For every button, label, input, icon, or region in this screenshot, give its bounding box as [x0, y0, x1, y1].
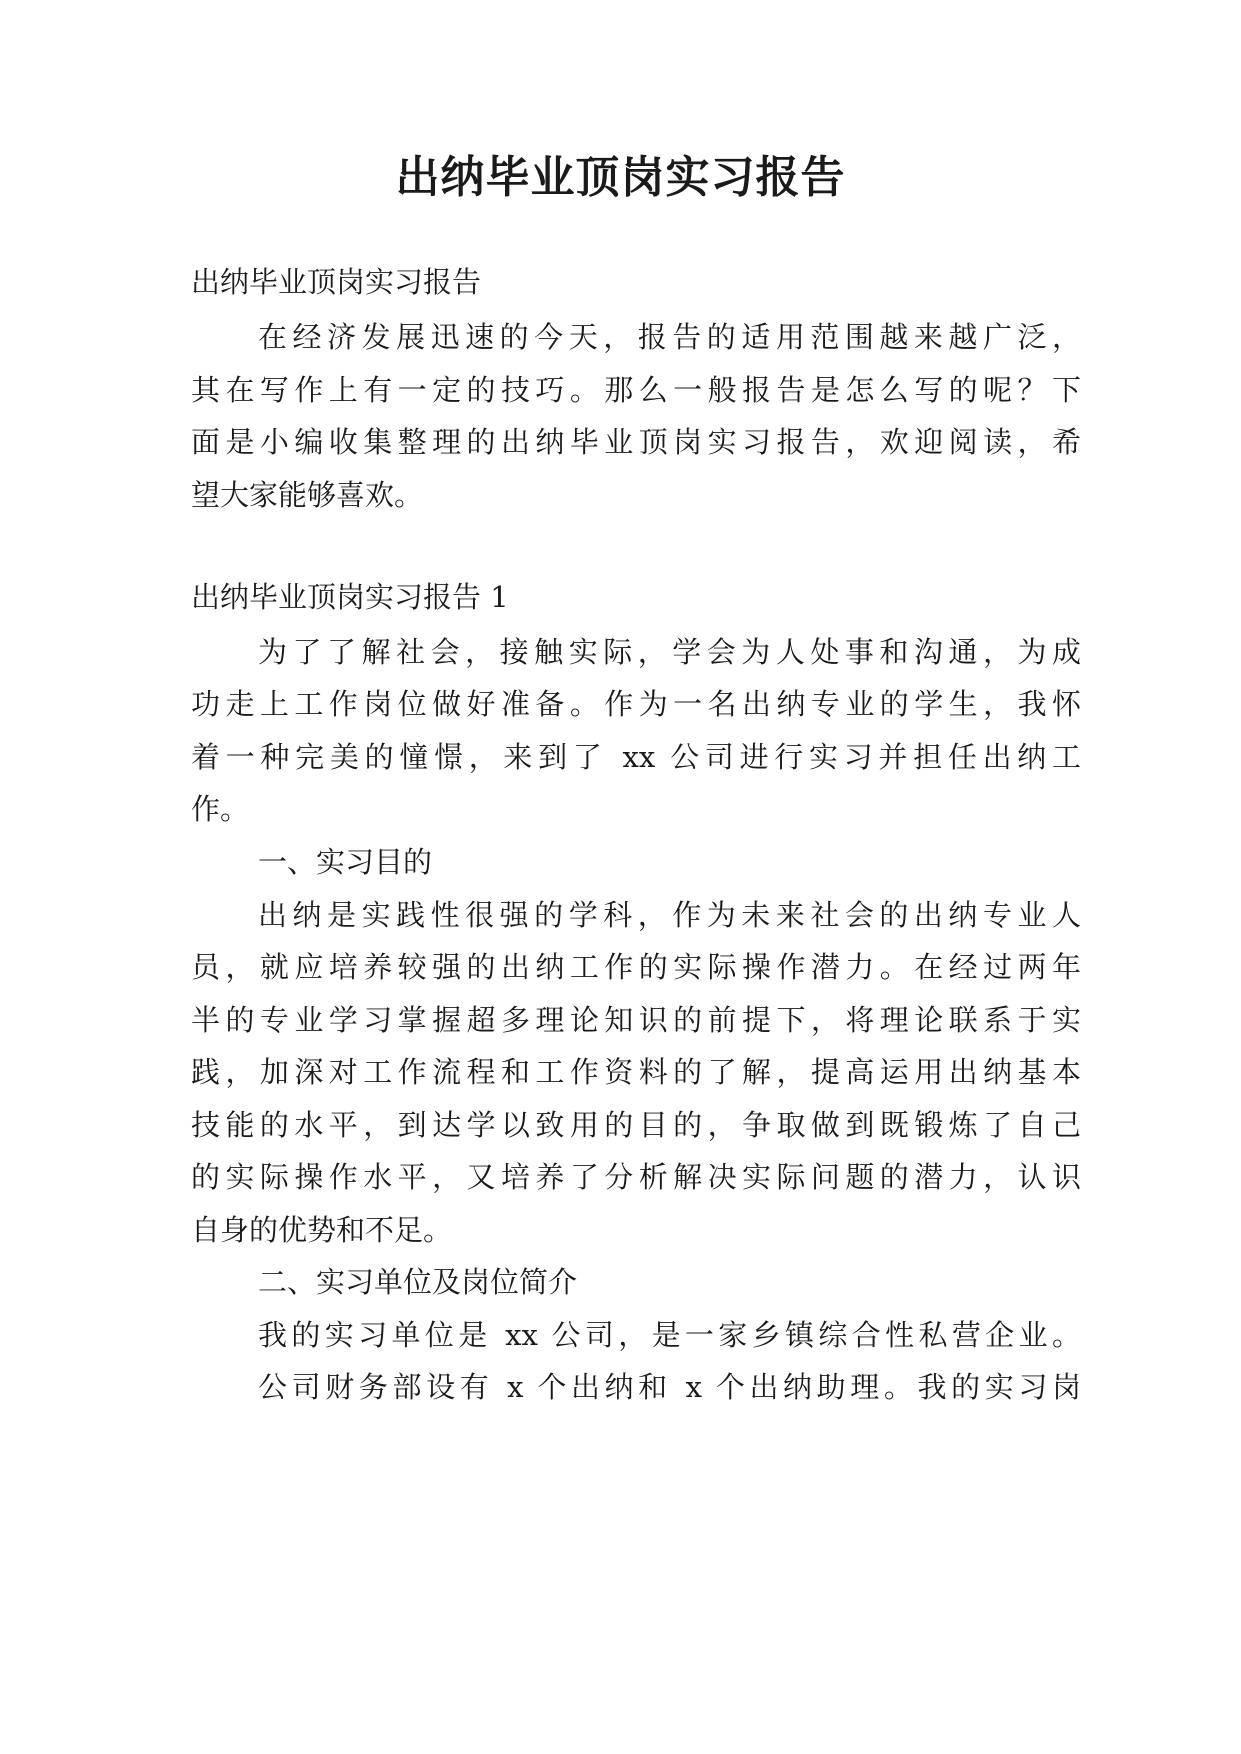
heading-purpose: 一、实习目的 [258, 845, 433, 879]
section1-line-4: 作。 [191, 792, 250, 826]
purpose-line-7: 自身的优势和不足。 [191, 1213, 453, 1247]
document-title: 出纳毕业顶岗实习报告 [395, 152, 846, 203]
purpose-line-6: 的实际操作水平，又培养了分析解决实际问题的潜力，认识 [191, 1160, 1081, 1194]
purpose-line-1: 出纳是实践性很强的学科，作为未来社会的出纳专业人 [258, 898, 1081, 932]
intro-line-3: 面是小编收集整理的出纳毕业顶岗实习报告，欢迎阅读，希 [191, 425, 1081, 459]
intro-line-4: 望大家能够喜欢。 [191, 478, 424, 512]
section1-line-3: 着一种完美的憧憬，来到了 xx 公司进行实习并担任出纳工 [191, 740, 1081, 774]
purpose-line-3: 半的专业学习掌握超多理论知识的前提下，将理论联系于实 [191, 1003, 1081, 1037]
section-heading-1: 出纳毕业顶岗实习报告 1 [191, 580, 509, 614]
intro-line-1: 在经济发展迅速的今天，报告的适用范围越来越广泛， [258, 320, 1081, 354]
purpose-line-4: 践，加深对工作流程和工作资料的了解，提高运用出纳基本 [191, 1055, 1081, 1089]
unit-line-2: 公司财务部设有 x 个出纳和 x 个出纳助理。我的实习岗 [258, 1370, 1081, 1404]
intro-line-2: 其在写作上有一定的技巧。那么一般报告是怎么写的呢？下 [191, 373, 1081, 407]
section1-line-1: 为了了解社会，接触实际，学会为人处事和沟通，为成 [258, 635, 1081, 669]
subtitle: 出纳毕业顶岗实习报告 [191, 265, 482, 299]
heading-unit: 二、实习单位及岗位简介 [258, 1265, 578, 1299]
purpose-line-2: 员，就应培养较强的出纳工作的实际操作潜力。在经过两年 [191, 950, 1081, 984]
unit-line-1: 我的实习单位是 xx 公司，是一家乡镇综合性私营企业。 [258, 1318, 1081, 1352]
purpose-line-5: 技能的水平，到达学以致用的目的，争取做到既锻炼了自己 [191, 1108, 1081, 1142]
section1-line-2: 功走上工作岗位做好准备。作为一名出纳专业的学生，我怀 [191, 687, 1081, 721]
